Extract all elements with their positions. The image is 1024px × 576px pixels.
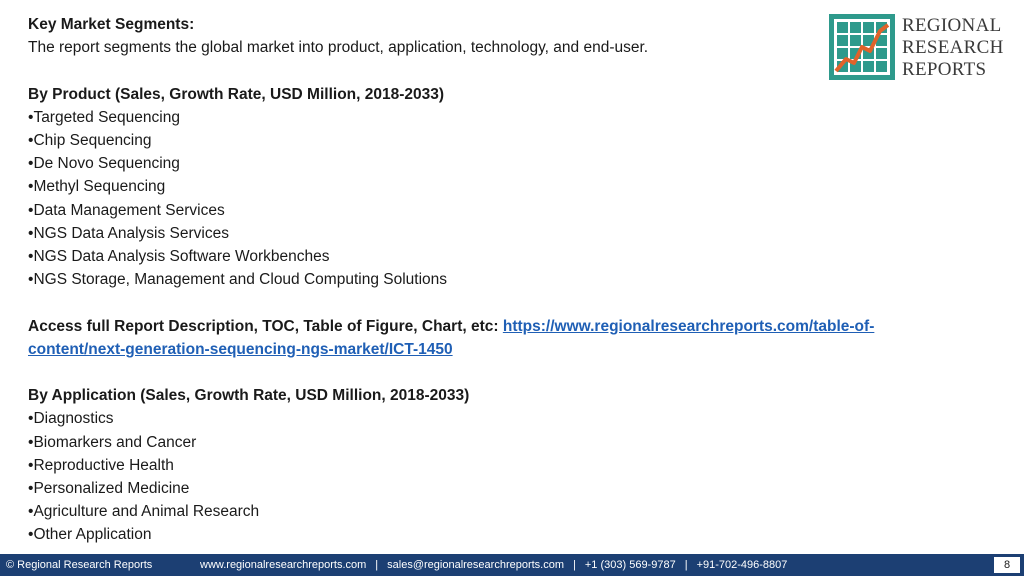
intro-text: The report segments the global market into product, application, technology, and end-user. xyxy=(28,39,649,57)
logo-line-1: REGIONAL xyxy=(902,15,1002,36)
logo-line-3: REPORTS xyxy=(902,59,987,80)
footer-copyright: © Regional Research Reports xyxy=(6,559,153,571)
list-item-label: Reproductive Health xyxy=(33,456,174,474)
list-item-label: Other Application xyxy=(33,526,152,544)
list-item xyxy=(28,407,988,430)
bullet-marker: • xyxy=(28,248,34,266)
bullet-marker: • xyxy=(28,155,34,173)
bullet-marker: • xyxy=(28,480,34,498)
access-block xyxy=(28,315,988,338)
list-item xyxy=(28,500,988,523)
list-item-label: Methyl Sequencing xyxy=(33,178,166,196)
application-heading: By Application (Sales, Growth Rate, USD Million, 2018-2033) xyxy=(28,387,470,405)
list-item-label: Agriculture and Animal Research xyxy=(33,503,260,521)
spacer xyxy=(28,361,988,384)
report-link-part1[interactable]: https://www.regionalresearchreports.com/table-of- xyxy=(502,317,875,335)
list-item-label: Diagnostics xyxy=(33,410,114,428)
bullet-marker: • xyxy=(28,433,34,451)
list-item xyxy=(28,523,988,546)
bullet-marker: • xyxy=(28,456,34,474)
bullet-marker: • xyxy=(28,224,34,242)
access-label: Access full Report Description, TOC, Table of Figure, Chart, etc: xyxy=(28,317,499,335)
list-item xyxy=(28,222,988,245)
list-item xyxy=(28,199,988,222)
list-item xyxy=(28,268,988,291)
list-item xyxy=(28,106,988,129)
footer-phone-in: +91-702-496-8807 xyxy=(696,559,788,571)
footer-email[interactable]: sales@regionalresearchreports.com xyxy=(387,559,565,571)
footer-separator: | xyxy=(573,559,576,571)
bullet-marker: • xyxy=(28,108,34,126)
bullet-marker: • xyxy=(28,410,34,428)
list-item-label: Targeted Sequencing xyxy=(33,108,180,126)
bullet-marker: • xyxy=(28,201,34,219)
spacer xyxy=(28,291,988,314)
list-item-label: De Novo Sequencing xyxy=(33,155,180,173)
product-list xyxy=(28,106,988,292)
bullet-marker: • xyxy=(28,178,34,196)
section-title: Key Market Segments: xyxy=(28,16,195,33)
list-item-label: Data Management Services xyxy=(33,201,225,219)
list-item-label: Biomarkers and Cancer xyxy=(33,433,197,451)
bullet-marker: • xyxy=(28,271,34,289)
list-item xyxy=(28,245,988,268)
footer-separator: | xyxy=(375,559,379,571)
list-item-label: NGS Storage, Management and Cloud Computing Solutions xyxy=(33,271,448,289)
product-heading: By Product (Sales, Growth Rate, USD Million, 2018-2033) xyxy=(28,85,445,103)
logo-line-2: RESEARCH xyxy=(902,37,1004,58)
footer-phone-us: +1 (303) 569-9787 xyxy=(584,559,676,571)
company-logo xyxy=(828,13,1010,83)
access-block-line2 xyxy=(28,338,988,361)
list-item-label: NGS Data Analysis Services xyxy=(33,224,229,242)
application-list xyxy=(28,407,988,546)
footer-website[interactable]: www.regionalresearchreports.com xyxy=(200,559,367,571)
bullet-marker: • xyxy=(28,526,34,544)
footer-contacts xyxy=(200,554,787,576)
bullet-marker: • xyxy=(28,132,34,149)
list-item xyxy=(28,129,988,152)
list-item xyxy=(28,454,988,477)
footer-bar xyxy=(0,554,1024,576)
list-item-label: NGS Data Analysis Software Workbenches xyxy=(33,248,330,266)
page-number: 8 xyxy=(994,557,1020,573)
logo-chart-icon xyxy=(828,13,896,81)
list-item xyxy=(28,175,988,198)
list-item xyxy=(28,477,988,500)
logo-wordmark xyxy=(902,15,1004,81)
list-item xyxy=(28,431,988,454)
report-link-part2[interactable]: content/next-generation-sequencing-ngs-market/ICT-1450 xyxy=(28,340,453,358)
bullet-marker: • xyxy=(28,503,34,521)
list-item-label: Chip Sequencing xyxy=(33,132,152,149)
list-item xyxy=(28,152,988,175)
list-item-label: Personalized Medicine xyxy=(33,480,190,498)
slide-content xyxy=(28,13,988,547)
footer-separator: | xyxy=(684,559,688,571)
